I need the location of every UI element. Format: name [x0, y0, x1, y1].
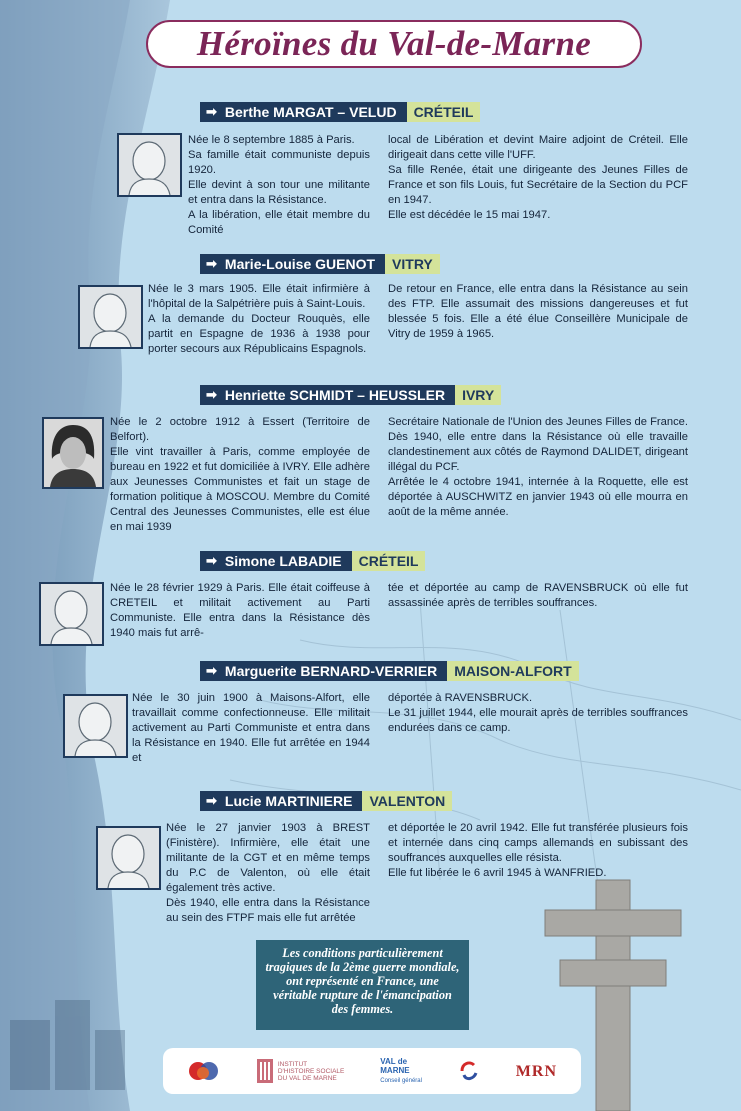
entry-name: ➡ Simone LABADIE — [200, 551, 352, 571]
entry-text-right: tée et déportée au camp de RAVENSBRUCK où elle fut assassinée après de terribles souffrances. — [388, 582, 688, 609]
entry-header — [200, 102, 480, 122]
silhouette-icon — [41, 584, 102, 644]
entry-name: ➡ Berthe MARGAT – VELUD — [200, 102, 407, 122]
silhouette-icon — [80, 287, 141, 347]
arrow-right-icon: ➡ — [206, 553, 217, 568]
silhouette-icon — [65, 696, 126, 756]
entry-place: CRÉTEIL — [352, 551, 426, 571]
quote-box: Les conditions particulièrement tragiques de la 2ème guerre mondiale, ont représenté en France, une véritable rupture de l'émancipation des femmes. — [256, 940, 469, 1030]
museum-logo-icon — [458, 1057, 480, 1085]
woman-portrait-icon — [44, 419, 102, 487]
entry-text-right: De retour en France, elle entra dans la Résistance au sein des FTP. Elle assumait des missions dangereuses et fut blessée 5 fois. Elle a été élue Conseillère Municipale de Vitry de 1959 à 1965. — [388, 283, 688, 340]
val-de-marne-logo: VAL de MARNE Conseil général — [380, 1056, 422, 1084]
entry-header — [200, 551, 425, 571]
page-title: Héroïnes du Val-de-Marne — [196, 24, 592, 63]
arrow-right-icon: ➡ — [206, 387, 217, 402]
entry-header — [200, 254, 440, 274]
entry-header — [200, 385, 501, 405]
mrn-logo: MRN — [515, 1062, 557, 1080]
entry-header — [200, 661, 579, 681]
entry-name: ➡ Marguerite BERNARD-VERRIER — [200, 661, 447, 681]
portrait-silhouette — [117, 133, 182, 197]
cgt-logo-icon — [187, 1057, 221, 1085]
cgt-logo — [187, 1057, 221, 1085]
arrow-right-icon: ➡ — [206, 663, 217, 678]
entry-text-right: déportée à RAVENSBRUCK. Le 31 juillet 1944, elle mourait après de terribles souffrances endurées dans ce camp. — [388, 692, 688, 734]
entry-name: ➡ Lucie MARTINIERE — [200, 791, 362, 811]
entry-header — [200, 791, 452, 811]
entry-text-left: Née le 2 octobre 1912 à Essert (Territoire de Belfort). Elle vint travailler à Paris, comme employée de bureau en 1922 et fut domiciliée à IVRY. Elle adhère aux Jeunesses Communistes et fait un stage de formation politique à MOSCOU. Membre du Comité Central des Jeunesses Communistes, elle est élue en mai 1939 — [110, 416, 370, 533]
ihs-logo-icon — [257, 1057, 275, 1085]
arrow-right-icon: ➡ — [206, 793, 217, 808]
portrait-silhouette — [39, 582, 104, 646]
silhouette-icon — [98, 828, 159, 888]
entry-place: VITRY — [385, 254, 440, 274]
title-banner — [146, 20, 642, 68]
champigny-museum-logo — [458, 1057, 480, 1085]
entry-name: ➡ Marie-Louise GUENOT — [200, 254, 385, 274]
portrait-silhouette — [78, 285, 143, 349]
portrait-photo — [42, 417, 104, 489]
portrait-silhouette — [96, 826, 161, 890]
partner-logos — [163, 1048, 581, 1094]
entry-place: CRÉTEIL — [407, 102, 481, 122]
entry-text-right: local de Libération et devint Maire adjoint de Créteil. Elle dirigeait dans cette ville l'UFF. Sa fille Renée, était une dirigeante des Jeunes Filles de France et son fils Louis, fut Secrétaire de la Section du PCF en 1947. Elle est décédée le 15 mai 1947. — [388, 134, 688, 221]
entry-text-left: Née le 27 janvier 1903 à BREST (Finistère). Infirmière, elle était une militante de la CGT et en même temps du P.C de Valenton, où elle était également très active. Dès 1940, elle entra dans la Résistance au sein des FTPF mais elle fut arrêtée — [166, 822, 370, 924]
arrow-right-icon: ➡ — [206, 256, 217, 271]
entry-text-left: Née le 30 juin 1900 à Maisons-Alfort, elle travaillait comme confectionneuse. Elle militait activement au Parti Communiste et entra dans la Résistance en 1940. Elle fut arrêtée en 1944 et — [132, 692, 370, 764]
entry-text-left: Née le 28 février 1929 à Paris. Elle était coiffeuse à CRETEIL et militait activement au Parti Communiste. Elle entra dans la Résistance dès 1940 mais fut arrê- — [110, 582, 370, 639]
entry-text-left: Née le 3 mars 1905. Elle était infirmière à l'hôpital de la Salpétrière puis à Saint-Louis. A la demande du Docteur Rouquès, elle partit en Espagne de 1936 à 1938 pour porter secours aux Républicains Espagnols. — [148, 283, 370, 355]
entry-text-right: Secrétaire Nationale de l'Union des Jeunes Filles de France. Dès 1940, elle entre dans la Résistance où elle travaille clandestinement aux côtés de Raymond DALIDET, dirigeant illégal du PCF. Arrêtée le 4 octobre 1941, internée à la Roquette, elle est déportée à AUSCHWITZ en janvier 1943 où elle mourra en août de la même année. — [388, 416, 689, 518]
silhouette-icon — [119, 135, 180, 195]
portrait-silhouette — [63, 694, 128, 758]
entry-name: ➡ Henriette SCHMIDT – HEUSSLER — [200, 385, 455, 405]
entry-text-left: Née le 8 septembre 1885 à Paris. Sa famille était communiste depuis 1920. Elle devint à son tour une militante et entra dans la Résistance. A la libération, elle était membre du Comité — [188, 134, 370, 236]
ihs-logo: INSTITUT D'HISTOIRE SOCIALE DU VAL DE MARNE — [257, 1057, 345, 1085]
arrow-right-icon: ➡ — [206, 104, 217, 119]
entry-place: IVRY — [455, 385, 501, 405]
entry-place: VALENTON — [362, 791, 452, 811]
entry-place: MAISON-ALFORT — [447, 661, 578, 681]
entry-text-right: et déportée le 20 avril 1942. Elle fut transférée plusieurs fois et internée dans cinq camps allemands en subissant des souffrances auxquelles elle résista. Elle fut libérée le 6 avril 1945 à WANFRIED. — [388, 822, 688, 879]
